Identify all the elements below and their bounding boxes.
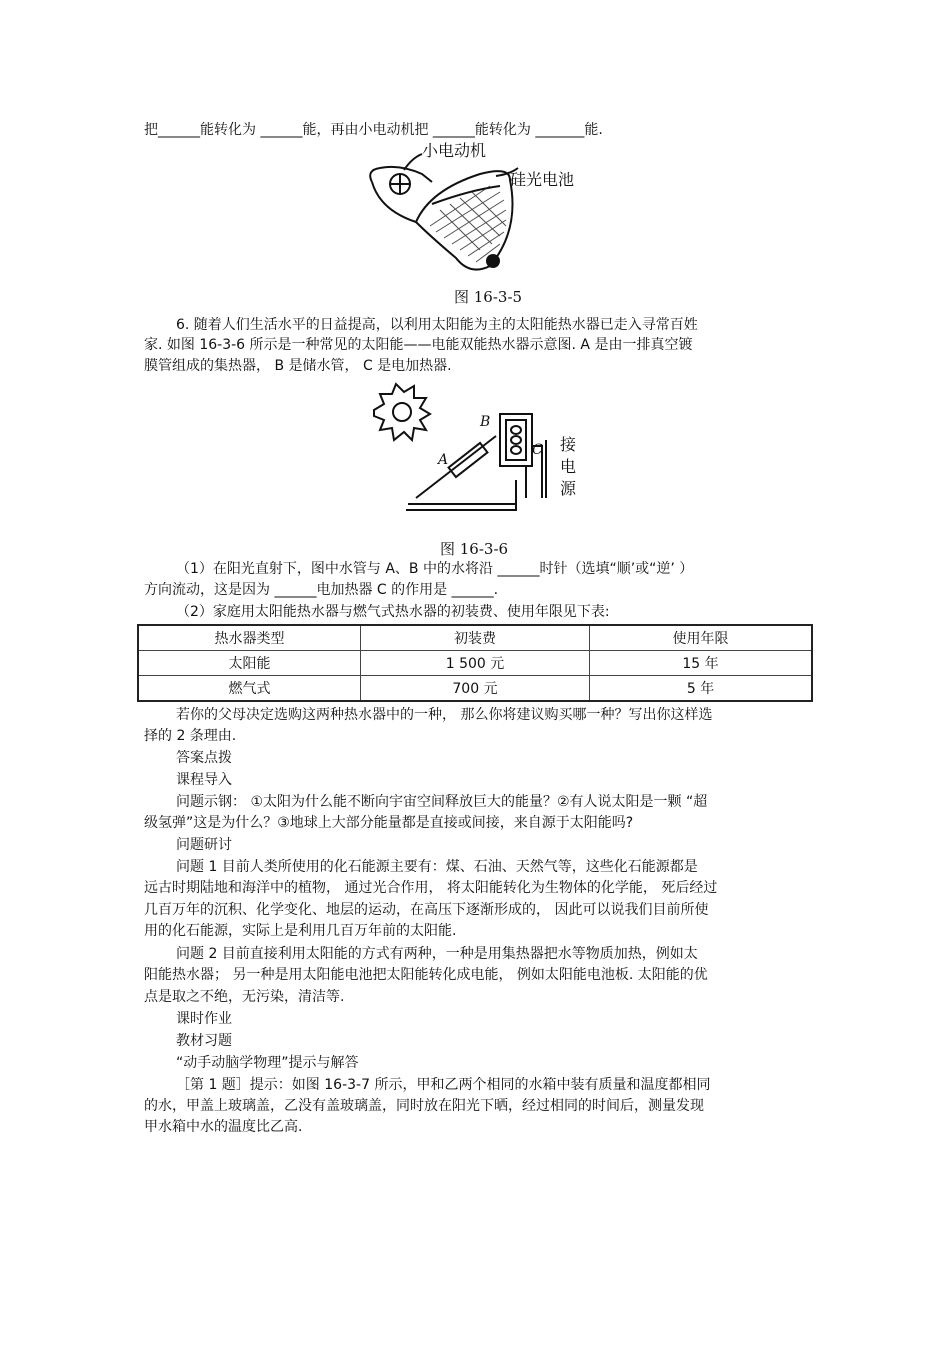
section-answers: 答案点拨 [176,750,232,766]
problem-2-line3: 点是取之不绝，无污染，清洁等. [144,989,345,1005]
table-row [138,676,812,702]
motor-label: 小电动机 [422,141,487,160]
section-textbook: 教材习题 [176,1033,232,1049]
part-2-line: （2）家庭用太阳能热水器与燃气式热水器的初装费、使用年限见下表: [176,604,610,620]
problem-1-line4: 用的化石能源，实际上是利用几百万年前的太阳能. [144,923,457,939]
task-1-line3: 甲水箱中水的温度比乙高. [144,1119,303,1135]
problem-1-line3: 几百万年的沉积、化学变化、地层的运动，在高压下逐渐形成的， 因此可以说我们目前所使 [144,902,709,918]
example-line1: 问题示钢： ①太阳为什么能不断向宇宙空间释放巨大的能量？②有人说太阳是一颗 “超 [176,794,708,810]
problem-1-line1: 问题 1 目前人类所使用的化石能源主要有：煤、石油、天然气等，这些化石能源都是 [176,859,698,875]
table-header: 热水器类型 [138,625,360,651]
section-hands-on: “动手动脑学物理”提示与解答 [176,1055,359,1071]
solar-cap-figure [360,140,590,288]
table-cell: 燃气式 [138,676,360,702]
solar-heater-figure [366,380,586,522]
heater-comparison-table [137,624,813,702]
figure-caption-1: 图 16-3-5 [454,288,523,306]
question-6-line2: 家. 如图 16-3-6 所示是一种常见的太阳能——电能双能热水器示意图. A 是由一排真空镀 [144,337,693,353]
part-1-line2: 方向流动，这是因为 ______电加热器 C 的作用是 ______. [144,582,499,598]
choice-line2: 择的 2 条理由. [144,728,237,744]
label-c: C [532,442,543,458]
power-label-2: 电 [560,457,577,476]
section-study: 问题研讨 [176,837,232,853]
table-cell: 1 500 元 [360,651,589,676]
table-header: 使用年限 [590,625,812,651]
section-homework: 课时作业 [176,1011,232,1027]
problem-1-line2: 远古时期陆地和海洋中的植物， 通过光合作用， 将太阳能转化为生物体的化学能， 死后经过 [144,880,718,896]
part-1-line1: （1）在阳光直射下，图中水管与 A、B 中的水将沿 ______时针（选填“顺’或“逆’ ） [176,561,694,577]
table-row [138,651,812,676]
task-1-line1: ［第 1 题］提示：如图 16-3-7 所示，甲和乙两个相同的水箱中装有质量和温度都相同 [176,1077,711,1093]
table-header-row [138,625,812,651]
question-6-line1: 6. 随着人们生活水平的日益提高，以利用太阳能为主的太阳能热水器已走入寻常百姓 [176,317,698,333]
choice-line1: 若你的父母决定选购这两种热水器中的一种， 那么你将建议购买哪一种？写出你这样选 [176,707,713,723]
battery-icon [486,254,500,268]
cell-label: 硅光电池 [510,170,575,189]
table-cell: 15 年 [590,651,812,676]
figure-caption-2: 图 16-3-6 [440,540,509,558]
power-label-1: 接 [560,435,577,454]
power-label-3: 源 [560,479,577,498]
question-6-line3: 膜管组成的集热器， B 是储水管， C 是电加热器. [144,358,452,374]
section-intro: 课程导入 [176,772,232,788]
label-a: A [438,452,449,468]
problem-2-line2: 阳能热水器； 另一种是用太阳能电池把太阳能转化成电能， 例如太阳能电池板. 太阳能的优 [144,967,708,983]
example-line2: 级氢弹”这是为什么？③地球上大部分能量都是直接或间接，来自源于太阳能吗? [144,815,634,831]
table-header: 初装费 [360,625,589,651]
problem-2-line1: 问题 2 目前直接利用太阳能的方式有两种，一种是用集热器把水等物质加热，例如太 [176,946,698,962]
label-b: B [480,414,491,430]
table-cell: 太阳能 [138,651,360,676]
table-cell: 700 元 [360,676,589,702]
task-1-line2: 的水，甲盖上玻璃盖，乙没有盖玻璃盖，同时放在阳光下晒，经过相同的时间后，测量发现 [144,1098,704,1114]
intro-line: 把______能转化为 ______能，再由小电动机把 ______能转化为 _______能. [144,122,603,138]
table-cell: 5 年 [590,676,812,702]
